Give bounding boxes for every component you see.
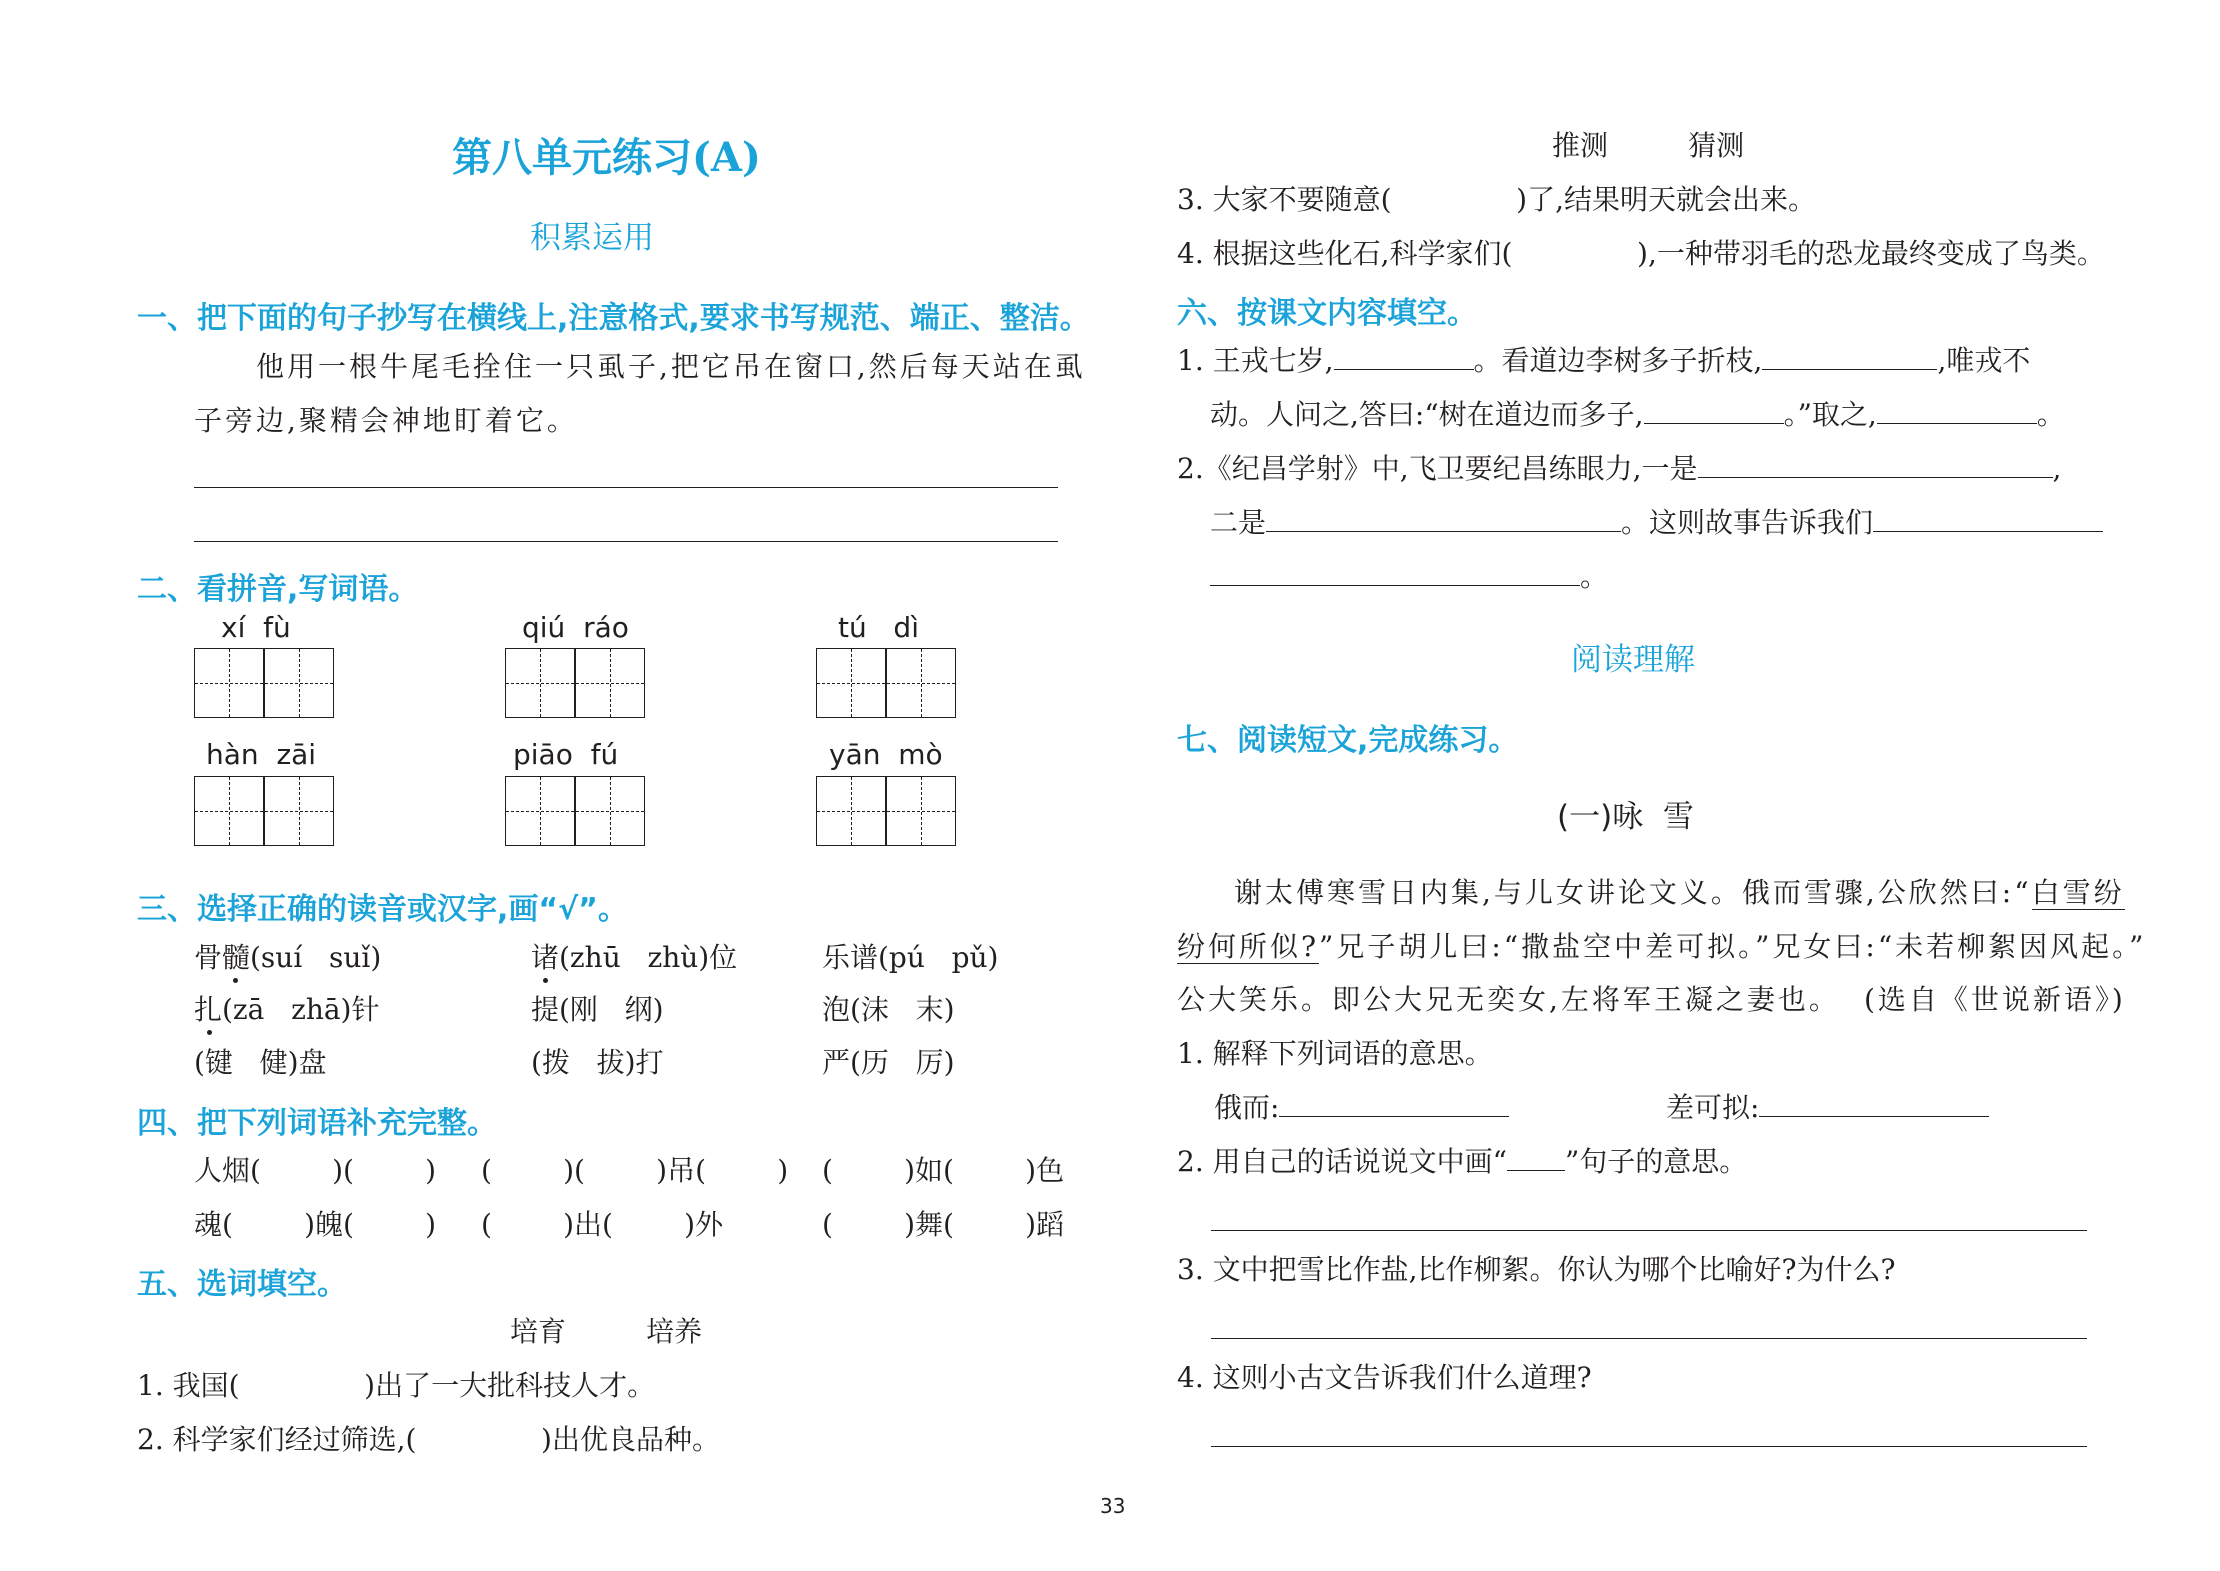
- q5-sentence-2[interactable]: 2. 科学家们经过筛选,( )出优良品种。: [137, 1423, 720, 1456]
- pinyin-tudi: tú dì: [838, 611, 919, 644]
- word-label: 差可拟:: [1666, 1091, 1760, 1124]
- q7-word-2: [1666, 1088, 1989, 1128]
- answer-line[interactable]: [1211, 1338, 2087, 1339]
- q6-text: ,唯戎不: [1937, 344, 2031, 377]
- q1-heading: 一、把下面的句子抄写在横线上,注意格式,要求书写规范、端正、整洁。: [137, 301, 1090, 336]
- q4-heading: 四、把下列词语补充完整。: [137, 1106, 497, 1141]
- tian-grid[interactable]: [505, 648, 575, 718]
- q6-line-3: [1177, 449, 2061, 489]
- tian-grid[interactable]: [194, 648, 264, 718]
- q6-text: 。: [1580, 560, 1609, 593]
- q5-sentence-3[interactable]: 3. 大家不要随意( )了,结果明天就会出来。: [1177, 183, 1816, 216]
- q1-answer-line-1[interactable]: [194, 487, 1058, 488]
- q7-word-1: [1214, 1088, 1509, 1128]
- page-number: 33: [1100, 1494, 1126, 1518]
- pinyin-qiurao: qiú ráo: [522, 611, 629, 644]
- page-title: 第八单元练习(A): [452, 134, 761, 181]
- q4-idiom-3[interactable]: ( )如( )色: [822, 1154, 1065, 1187]
- q6-line-5: [1210, 557, 1608, 597]
- q6-heading: 六、按课文内容填空。: [1177, 296, 1477, 331]
- q4-idiom-5[interactable]: ( )出( )外: [481, 1208, 724, 1241]
- tian-grid[interactable]: [264, 648, 334, 718]
- q5-sentence-1[interactable]: 1. 我国( )出了一大批科技人才。: [137, 1369, 656, 1402]
- fill-blank[interactable]: [1279, 1088, 1509, 1117]
- tian-grid[interactable]: [264, 776, 334, 846]
- q2-heading: 二、看拼音,写词语。: [137, 572, 419, 607]
- pinyin-yanmo: yān mò: [829, 738, 943, 771]
- pinyin-hanzai: hàn zāi: [206, 738, 317, 771]
- q6-line-1: [1177, 341, 2030, 381]
- q3-item-yanli[interactable]: 严(历 厉): [822, 1046, 955, 1079]
- passage-line-3: 公大笑乐。即公大兄无奕女,左将军王凝之妻也。: [1177, 983, 1840, 1016]
- q4-idiom-1[interactable]: 人烟( )( ): [194, 1154, 437, 1187]
- fill-blank[interactable]: [1873, 503, 2103, 532]
- q6-text: 动。人问之,答曰:“树在道边而多子,: [1210, 398, 1644, 431]
- passage-underlined: 白雪纷: [2031, 876, 2125, 909]
- q6-text: 。这则故事告诉我们: [1621, 506, 1874, 539]
- q6-text: 2.《纪昌学射》中,飞卫要纪昌练眼力,一是: [1177, 452, 1698, 485]
- q3-item-gusui[interactable]: 骨髓(suí suǐ): [194, 941, 382, 974]
- tian-grid[interactable]: [886, 776, 956, 846]
- fill-blank[interactable]: [1877, 395, 2037, 424]
- q5-heading: 五、选词填空。: [137, 1267, 347, 1302]
- q7-sub-1: 1. 解释下列词语的意思。: [1177, 1037, 1493, 1070]
- fill-blank[interactable]: [1762, 341, 1937, 370]
- q4-idiom-2[interactable]: ( )( )吊( ): [481, 1154, 789, 1187]
- fill-blank[interactable]: [1644, 395, 1784, 424]
- q6-text: 1. 王戎七岁,: [1177, 344, 1334, 377]
- q4-idiom-6[interactable]: ( )舞( )蹈: [822, 1208, 1065, 1241]
- pinyin-piaofu: piāo fú: [513, 738, 619, 771]
- q3-heading: 三、选择正确的读音或汉字,画“√”。: [137, 892, 628, 927]
- q6-line-2: [1210, 395, 2065, 435]
- answer-line[interactable]: [1211, 1446, 2087, 1447]
- q5-word-choices-2: 推测 猜测: [1552, 129, 1745, 162]
- passage-text: ”兄子胡儿曰:“撒盐空中差可拟。”兄女曰:“未若柳絮因风起。”: [1319, 930, 2147, 963]
- tian-grid[interactable]: [194, 776, 264, 846]
- passage-line-1: [1234, 873, 2125, 913]
- emphasis-dot: [543, 978, 548, 983]
- q7-sub-2: [1177, 1142, 1747, 1182]
- q6-text: 。”取之,: [1783, 398, 1877, 431]
- q7-heading: 七、阅读短文,完成练习。: [1177, 723, 1519, 758]
- fill-blank[interactable]: [1266, 503, 1621, 532]
- tian-grid[interactable]: [575, 648, 645, 718]
- q4-idiom-4[interactable]: 魂( )魄( ): [194, 1208, 437, 1241]
- q6-text: 。看道边李树多子折枝,: [1473, 344, 1763, 377]
- tian-grid[interactable]: [816, 648, 886, 718]
- q6-text: 。: [2036, 398, 2065, 431]
- q3-item-zhuwei[interactable]: 诸(zhū zhù)位: [531, 941, 738, 974]
- tian-grid[interactable]: [505, 776, 575, 846]
- q3-item-yuepu[interactable]: 乐谱(pú pǔ): [822, 941, 999, 974]
- pinyin-xifu: xí fù: [221, 611, 291, 644]
- q3-item-paomo[interactable]: 泡(沫 末): [822, 993, 955, 1026]
- q3-item-boda[interactable]: (拨 拔)打: [531, 1046, 664, 1079]
- word-label: 俄而:: [1214, 1091, 1280, 1124]
- passage-underlined: 纷何所似?: [1177, 930, 1320, 963]
- fill-blank[interactable]: [1334, 341, 1474, 370]
- section-title-accumulation: 积累运用: [530, 220, 654, 256]
- q3-item-zhazhen[interactable]: 扎(zā zhā)针: [194, 993, 380, 1026]
- q1-copy-line-1: 他用一根牛尾毛拴住一只虱子,把它吊在窗口,然后每天站在虱: [256, 350, 1086, 383]
- passage-line-2: [1177, 927, 2146, 967]
- passage-text: 谢太傅寒雪日内集,与儿女讲论文义。俄而雪骤,公欣然曰:“: [1234, 876, 2032, 909]
- q6-text: ,: [2052, 452, 2062, 485]
- q6-text: 二是: [1210, 506, 1267, 539]
- q5-word-choices-1: 培育 培养: [510, 1315, 703, 1348]
- q7-text: 2. 用自己的话说说文中画“: [1177, 1145, 1507, 1178]
- fill-blank[interactable]: [1698, 449, 2053, 478]
- q3-item-tigang[interactable]: 提(刚 纲): [531, 993, 664, 1026]
- tian-grid[interactable]: [886, 648, 956, 718]
- q7-sub-3: 3. 文中把雪比作盐,比作柳絮。你认为哪个比喻好?为什么?: [1177, 1253, 1896, 1286]
- answer-line[interactable]: [1211, 1230, 2087, 1231]
- q7-text: ”句子的意思。: [1564, 1145, 1748, 1178]
- passage-source: (选自《世说新语》): [1864, 983, 2126, 1016]
- fill-blank[interactable]: [1210, 557, 1580, 586]
- emphasis-dot: [233, 978, 238, 983]
- q5-sentence-4[interactable]: 4. 根据这些化石,科学家们( ),一种带羽毛的恐龙最终变成了鸟类。: [1177, 237, 2105, 270]
- section-title-reading: 阅读理解: [1571, 642, 1695, 678]
- q1-copy-line-2: 子旁边,聚精会神地盯着它。: [194, 404, 578, 437]
- q7-sub-4: 4. 这则小古文告诉我们什么道理?: [1177, 1361, 1592, 1394]
- emphasis-dot: [207, 1030, 212, 1035]
- q1-answer-line-2[interactable]: [194, 541, 1058, 542]
- q6-line-4: [1210, 503, 2103, 543]
- tian-grid[interactable]: [575, 776, 645, 846]
- underline-sample: [1507, 1142, 1565, 1171]
- q3-item-jianpan[interactable]: (键 健)盘: [194, 1046, 327, 1079]
- passage-title: (一)咏 雪: [1557, 799, 1694, 835]
- fill-blank[interactable]: [1759, 1088, 1989, 1117]
- tian-grid[interactable]: [816, 776, 886, 846]
